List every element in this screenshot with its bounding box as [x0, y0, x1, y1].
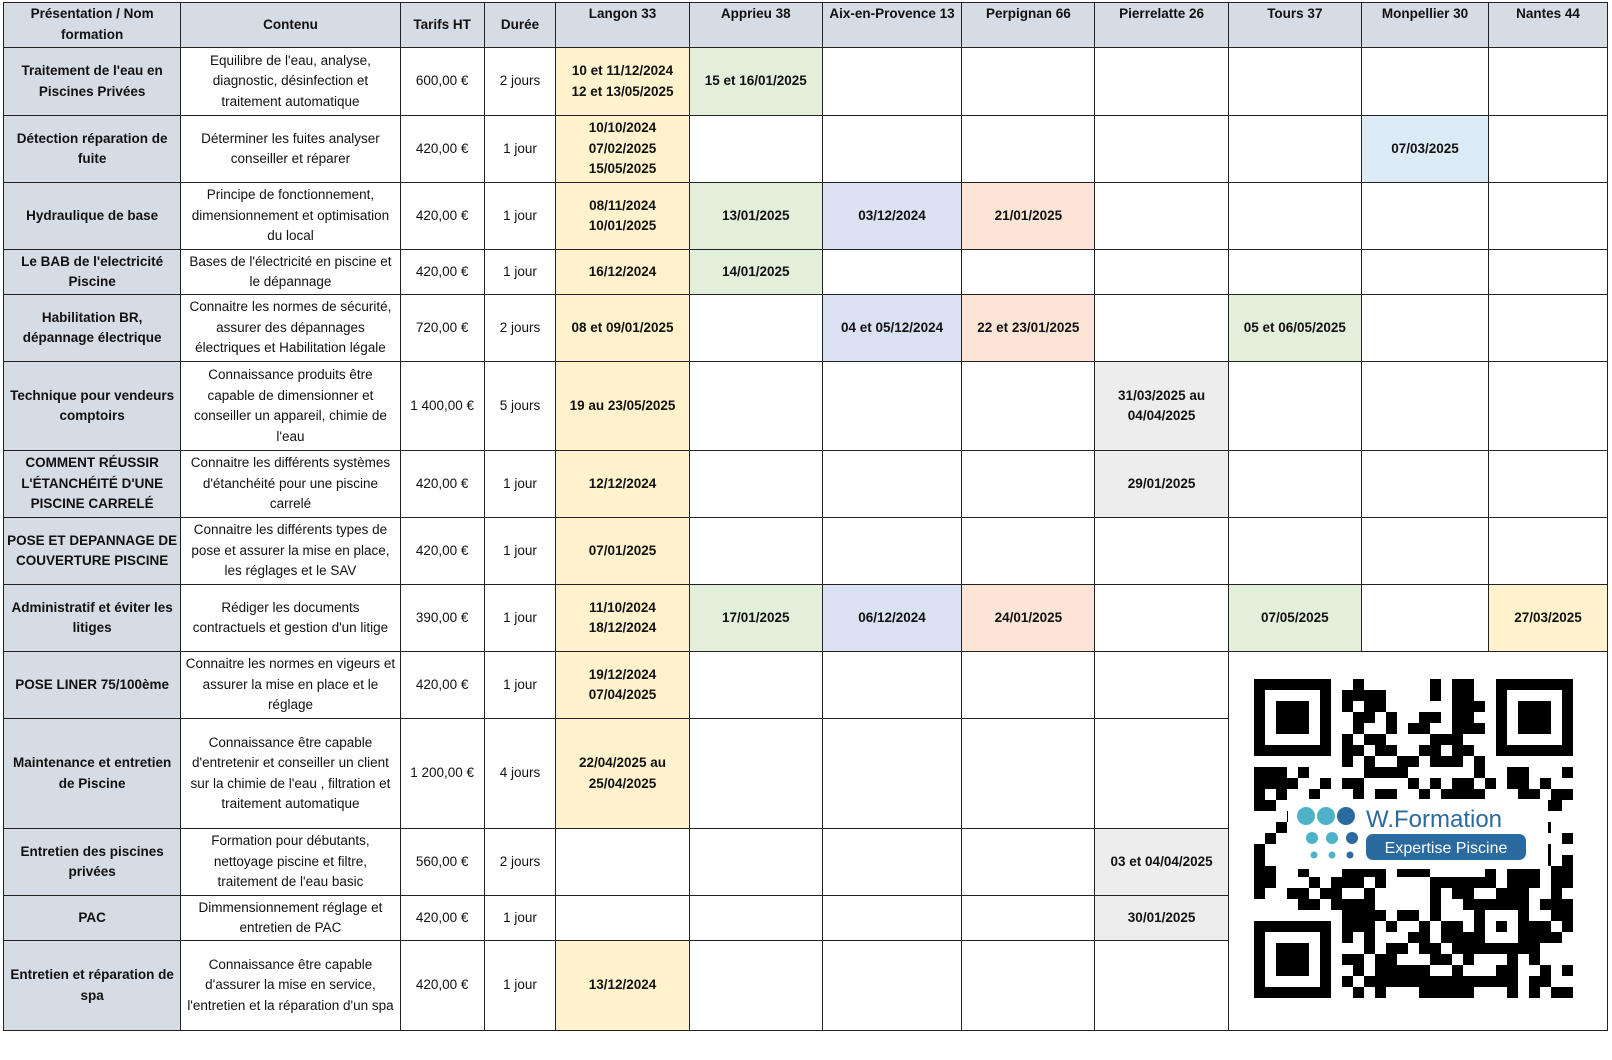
course-name: Maintenance et entretien de Piscine [4, 719, 181, 829]
session-date: 22/04/2025 au [578, 755, 667, 770]
session-cell-apprieu [689, 652, 822, 719]
session-cell-nantes [1489, 250, 1608, 295]
session-cell-apprieu [689, 250, 822, 295]
session-date: 24/01/2025 [994, 609, 1063, 625]
session-cell-apprieu [689, 896, 822, 941]
session-cell-perpignan [962, 719, 1095, 829]
session-cell-langon [556, 719, 689, 829]
session-cell-apprieu [689, 941, 822, 1031]
course-content: Equilibre de l'eau, analyse, diagnostic, désinfection et traitement automatique [181, 48, 400, 116]
session-cell-apprieu [689, 451, 822, 518]
session-cell-montpellier [1361, 48, 1488, 116]
session-date: 27/03/2025 [1514, 609, 1582, 625]
course-duration: 4 jours [484, 719, 556, 829]
header-location-apprieu: Apprieu 38 [689, 3, 822, 48]
session-date: 12/12/2024 [588, 475, 657, 491]
qr-finder-pattern [1496, 679, 1573, 756]
header-location-aix: Aix-en-Provence 13 [822, 3, 961, 48]
session-cell-pierrelatte [1095, 362, 1228, 451]
session-cell-nantes [1489, 518, 1608, 585]
session-date: 08/11/2024 [589, 197, 656, 213]
course-price: 420,00 € [400, 941, 484, 1031]
session-cell-pierrelatte [1095, 295, 1228, 362]
course-content: Formation pour débutants, nettoyage piscine et filtre, traitement de l'eau basic [181, 829, 400, 896]
course-content: Connaitre les normes de sécurité, assurer des dépannages électriques et Habilitation légale [181, 295, 400, 362]
session-cell-perpignan [962, 48, 1095, 116]
table-row [4, 250, 1608, 295]
session-cell-langon [556, 250, 689, 295]
session-cell-tours [1228, 518, 1361, 585]
session-cell-langon [556, 295, 689, 362]
table-row [4, 451, 1608, 518]
session-cell-aix [822, 116, 961, 183]
session-cell-pierrelatte [1095, 829, 1228, 896]
session-date: 15 et 16/01/2025 [704, 73, 807, 89]
session-cell-montpellier [1361, 585, 1488, 652]
session-cell-pierrelatte [1095, 719, 1228, 829]
session-date: 07/04/2025 [588, 687, 657, 702]
session-date: 10/10/2024 [588, 120, 657, 136]
session-cell-tours [1228, 585, 1361, 652]
session-cell-aix [822, 183, 961, 250]
session-cell-montpellier [1361, 451, 1488, 518]
session-date: 07/05/2025 [1261, 609, 1329, 625]
course-duration: 1 jour [484, 941, 556, 1031]
session-date: 07/01/2025 [588, 542, 657, 558]
qr-finder-pattern [1254, 921, 1331, 998]
session-date: 30/01/2025 [1127, 909, 1196, 925]
course-duration: 1 jour [484, 518, 556, 585]
session-date: 03 et 04/04/2025 [1110, 853, 1213, 869]
session-cell-langon [556, 896, 689, 941]
session-cell-apprieu [689, 719, 822, 829]
session-date: 25/04/2025 [588, 775, 657, 791]
course-content: Dimmensionnement réglage et entretien de PAC [181, 896, 400, 941]
session-date: 31/03/2025 au [1118, 387, 1206, 403]
session-cell-nantes [1489, 183, 1608, 250]
course-duration: 1 jour [484, 451, 556, 518]
wformation-logo [1288, 799, 1548, 869]
header-row [4, 3, 1608, 48]
course-price: 1 400,00 € [400, 362, 484, 451]
header-location-perpignan: Perpignan 66 [962, 3, 1095, 48]
header-presentation: Présentation / Nom formation [4, 3, 181, 48]
session-cell-perpignan [962, 829, 1095, 896]
course-content: Connaitre les normes en vigeurs et assurer la mise en place et le réglage [181, 652, 400, 719]
course-name: Le BAB de l'electricité Piscine [4, 250, 181, 295]
session-cell-nantes [1489, 48, 1608, 116]
session-cell-montpellier [1361, 518, 1488, 585]
course-duration: 1 jour [484, 652, 556, 719]
course-price: 720,00 € [400, 295, 484, 362]
session-date: 10/01/2025 [588, 218, 657, 233]
session-cell-pierrelatte [1095, 451, 1228, 518]
session-cell-aix [822, 719, 961, 829]
session-cell-perpignan [962, 941, 1095, 1031]
session-date: 21/01/2025 [994, 207, 1063, 223]
course-name: Technique pour vendeurs comptoirs [4, 362, 181, 451]
logo-brand-text: W.Formation [1365, 806, 1502, 833]
course-duration: 2 jours [484, 48, 556, 116]
course-content: Connaissance produits être capable de dimensionner et conseiller un appareil, chimie de l'eau [181, 362, 400, 451]
course-price: 420,00 € [400, 183, 484, 250]
course-price: 560,00 € [400, 829, 484, 896]
session-date: 16/12/2024 [588, 263, 657, 279]
session-cell-tours [1228, 362, 1361, 451]
session-cell-perpignan [962, 896, 1095, 941]
session-cell-aix [822, 250, 961, 295]
session-cell-montpellier [1361, 116, 1488, 183]
header-content: Contenu [181, 3, 400, 48]
course-duration: 2 jours [484, 829, 556, 896]
session-cell-aix [822, 829, 961, 896]
course-name: COMMENT RÉUSSIR L'ÉTANCHÉITÉ D'UNE PISCINE CARRELÉ [4, 451, 181, 518]
session-cell-montpellier [1361, 183, 1488, 250]
session-date: 19/12/2024 [588, 666, 657, 682]
course-price: 1 200,00 € [400, 719, 484, 829]
course-content: Principe de fonctionnement, dimensionnement et optimisation du local [181, 183, 400, 250]
course-content: Connaitre les différents systèmes d'étanchéité pour une piscine carrelé [181, 451, 400, 518]
course-duration: 1 jour [484, 116, 556, 183]
session-cell-aix [822, 585, 961, 652]
header-location-montpellier: Monpellier 30 [1361, 3, 1488, 48]
session-cell-langon [556, 585, 689, 652]
session-date: 11/10/2024 [589, 599, 656, 615]
session-cell-apprieu [689, 295, 822, 362]
session-cell-nantes [1489, 116, 1608, 183]
qr-code-area [1228, 652, 1607, 1031]
logo-tagline-text: Expertise Piscine [1384, 840, 1508, 857]
session-cell-langon [556, 829, 689, 896]
course-name: POSE ET DEPANNAGE DE COUVERTURE PISCINE [4, 518, 181, 585]
session-date: 19 au 23/05/2025 [569, 397, 676, 413]
course-price: 420,00 € [400, 652, 484, 719]
course-name: Administratif et éviter les litiges [4, 585, 181, 652]
session-date: 17/01/2025 [721, 609, 790, 625]
session-cell-langon [556, 48, 689, 116]
header-location-tours: Tours 37 [1228, 3, 1361, 48]
table-row [4, 116, 1608, 183]
course-name: POSE LINER 75/100ème [4, 652, 181, 719]
header-price: Tarifs HT [400, 3, 484, 48]
header-location-langon: Langon 33 [556, 3, 689, 48]
course-name: PAC [4, 896, 181, 941]
course-name: Hydraulique de base [4, 183, 181, 250]
session-date: 06/12/2024 [858, 609, 926, 625]
course-content: Connaissance être capable d'assurer la mise en service, l'entretien et la réparation d'un spa [181, 941, 400, 1031]
session-date: 04 et 05/12/2024 [841, 319, 944, 335]
session-cell-pierrelatte [1095, 250, 1228, 295]
table-row [4, 295, 1608, 362]
session-cell-apprieu [689, 518, 822, 585]
session-cell-perpignan [962, 295, 1095, 362]
session-cell-langon [556, 183, 689, 250]
header-duration: Durée [484, 3, 556, 48]
session-cell-perpignan [962, 183, 1095, 250]
session-cell-apprieu [689, 48, 822, 116]
session-date: 10 et 11/12/2024 [571, 63, 674, 78]
course-name: Détection réparation de fuite [4, 116, 181, 183]
session-cell-apprieu [689, 183, 822, 250]
session-cell-tours [1228, 183, 1361, 250]
qr-code-icon [1254, 679, 1573, 998]
session-cell-tours [1228, 295, 1361, 362]
course-price: 390,00 € [400, 585, 484, 652]
course-content: Rédiger les documents contractuels et gestion d'un litige [181, 585, 400, 652]
session-cell-aix [822, 941, 961, 1031]
session-date: 18/12/2024 [588, 620, 657, 635]
session-cell-pierrelatte [1095, 48, 1228, 116]
session-date: 07/03/2025 [1391, 140, 1459, 156]
session-cell-tours [1228, 451, 1361, 518]
course-name: Traitement de l'eau en Piscines Privées [4, 48, 181, 116]
course-duration: 2 jours [484, 295, 556, 362]
table-row [4, 183, 1608, 250]
session-cell-perpignan [962, 451, 1095, 518]
session-date: 12 et 13/05/2025 [571, 83, 674, 99]
course-price: 420,00 € [400, 518, 484, 585]
header-location-pierrelatte: Pierrelatte 26 [1095, 3, 1228, 48]
session-cell-apprieu [689, 829, 822, 896]
qr-finder-pattern [1254, 679, 1331, 756]
session-cell-pierrelatte [1095, 585, 1228, 652]
session-cell-pierrelatte [1095, 116, 1228, 183]
session-cell-tours [1228, 250, 1361, 295]
session-date: 03/12/2024 [858, 207, 926, 223]
course-content: Déterminer les fuites analyser conseiller et réparer [181, 116, 400, 183]
session-cell-langon [556, 116, 689, 183]
course-content: Connaissance être capable d'entretenir et conseiller un client sur la chimie de l'eau , filtration et traitement automatique [181, 719, 400, 829]
session-cell-pierrelatte [1095, 652, 1228, 719]
header-location-nantes: Nantes 44 [1489, 3, 1608, 48]
session-cell-nantes [1489, 585, 1608, 652]
session-cell-aix [822, 896, 961, 941]
course-duration: 1 jour [484, 183, 556, 250]
session-cell-nantes [1489, 451, 1608, 518]
course-name: Habilitation BR, dépannage électrique [4, 295, 181, 362]
session-cell-pierrelatte [1095, 518, 1228, 585]
session-cell-montpellier [1361, 295, 1488, 362]
session-date: 22 et 23/01/2025 [977, 319, 1080, 335]
session-cell-langon [556, 362, 689, 451]
session-cell-apprieu [689, 585, 822, 652]
session-cell-perpignan [962, 518, 1095, 585]
session-cell-perpignan [962, 116, 1095, 183]
session-cell-perpignan [962, 585, 1095, 652]
session-cell-perpignan [962, 652, 1095, 719]
session-cell-aix [822, 362, 961, 451]
session-cell-langon [556, 518, 689, 585]
table-row [4, 518, 1608, 585]
course-duration: 1 jour [484, 585, 556, 652]
session-cell-apprieu [689, 116, 822, 183]
session-cell-montpellier [1361, 250, 1488, 295]
course-price: 420,00 € [400, 451, 484, 518]
session-cell-perpignan [962, 250, 1095, 295]
course-price: 600,00 € [400, 48, 484, 116]
session-cell-nantes [1489, 295, 1608, 362]
session-date: 14/01/2025 [721, 263, 790, 279]
session-cell-aix [822, 451, 961, 518]
session-cell-montpellier [1361, 362, 1488, 451]
course-name: Entretien des piscines privées [4, 829, 181, 896]
table-row [4, 652, 1608, 719]
session-cell-aix [822, 295, 961, 362]
session-cell-langon [556, 652, 689, 719]
session-cell-pierrelatte [1095, 941, 1228, 1031]
session-cell-pierrelatte [1095, 183, 1228, 250]
course-price: 420,00 € [400, 250, 484, 295]
session-date: 04/04/2025 [1127, 408, 1196, 423]
session-cell-nantes [1489, 362, 1608, 451]
session-cell-pierrelatte [1095, 896, 1228, 941]
course-name: Entretien et réparation de spa [4, 941, 181, 1031]
session-date: 05 et 06/05/2025 [1243, 319, 1346, 335]
course-price: 420,00 € [400, 896, 484, 941]
session-cell-tours [1228, 48, 1361, 116]
training-schedule-table [3, 2, 1608, 1031]
session-cell-aix [822, 48, 961, 116]
table-row [4, 362, 1608, 451]
session-cell-perpignan [962, 362, 1095, 451]
session-cell-aix [822, 652, 961, 719]
session-date: 13/01/2025 [721, 207, 790, 223]
session-cell-aix [822, 518, 961, 585]
session-cell-langon [556, 941, 689, 1031]
session-date: 29/01/2025 [1127, 475, 1196, 491]
session-cell-apprieu [689, 362, 822, 451]
session-cell-langon [556, 451, 689, 518]
session-date: 13/12/2024 [588, 977, 657, 993]
table-row [4, 585, 1608, 652]
session-date: 15/05/2025 [588, 161, 657, 177]
table-row [4, 48, 1608, 116]
session-date: 08 et 09/01/2025 [571, 319, 674, 335]
course-duration: 1 jour [484, 250, 556, 295]
course-duration: 1 jour [484, 896, 556, 941]
course-duration: 5 jours [484, 362, 556, 451]
course-content: Connaitre les différents types de pose et assurer la mise en place, les réglages et le SAV [181, 518, 400, 585]
course-content: Bases de l'électricité en piscine et le dépannage [181, 250, 400, 295]
course-price: 420,00 € [400, 116, 484, 183]
session-date: 07/02/2025 [588, 140, 657, 156]
session-cell-tours [1228, 116, 1361, 183]
